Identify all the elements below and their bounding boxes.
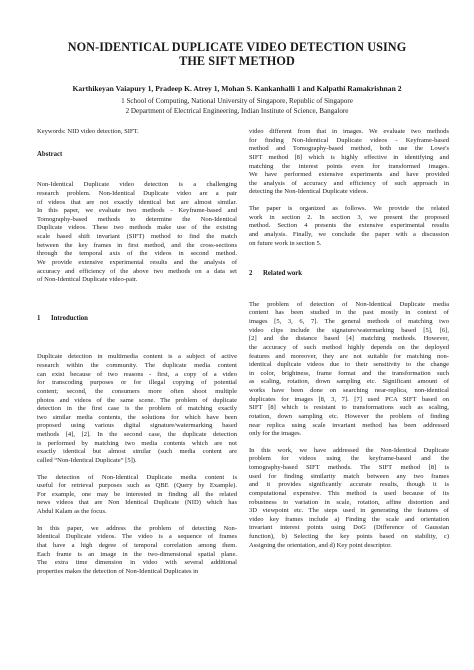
intro-paragraph-3 [37,525,237,577]
text-line: Abdul Kalam as the focus. [37,508,107,515]
text-line: problem for videos using the keyframe-based and the [249,455,449,463]
text-line: detection in the first case is the problem of matching exactly [37,405,237,413]
text-line: robustness to variation in scale, rotation, affine distortion and [249,498,449,506]
text-line: Non-Identical Duplicate video detection is a challenging [37,181,237,189]
section-number: 2 [249,270,253,278]
text-line: SIFT [8] which is resistant to transformations such as scaling, [249,404,449,412]
text-line: video key frames include a) Finding the scale and orientation [249,515,449,523]
text-line: images [5, 3, 6, 7]. The general methods of matching two [249,318,449,325]
section-heading-introduction [37,315,237,324]
title-line: NON-IDENTICAL DUPLICATE VIDEO DETECTION USING [67,40,407,54]
text-line: In this paper, we address the problem of detecting Non- [37,524,237,532]
text-line: scale based shift invariant (SIFT) method to find the match [37,233,237,240]
text-line: Tomography-based methods to determine the Non-Identical [37,215,237,223]
text-line: in color, brightness, frame format and the transformation such [249,369,449,377]
text-line: video clips include the signature/watermarking based [5], [6], [249,326,449,334]
text-line: news videos that are Non Identical Duplicate (NID) which has [37,499,237,507]
text-line: work in section 2. In section 3, we present the proposed [249,213,449,221]
text-line: of videos that are not exactly identical but are almost similar. [37,198,237,206]
text-line: that have a high degree of temporal correlation among them. [37,541,237,549]
text-line: We provide extensive experimental results and the analysis of [37,258,237,266]
section-heading-related-work [249,270,449,279]
text-line: the analysis of accuracy and efficiency of such approach in [249,179,449,187]
text-line: identical duplicate videos due to their sensitivity to the change [249,361,449,369]
text-line: methods [4], [2]. In the second case, the duplicate detection [37,431,237,438]
text-line: content has been studied in the past mostly in context of [249,309,449,317]
abstract-heading: Abstract [37,150,63,158]
text-line: through the temporal axis of the videos in second method. [37,250,237,258]
text-line: detecting the Non-Identical Duplicate videos. [249,188,369,196]
text-line: The detection of Non-Identical Duplicate media content is [37,473,237,481]
affiliation-2: 2 Department of Electrical Engineering, Indian Institute of Science, Bangalore [125,107,349,115]
text-line: two similar media contents, the solutions for which have been [37,413,237,421]
text-line: photos and videos of the same scene. The problem of duplicate [37,396,237,404]
intro-paragraph-2 [37,474,237,517]
text-line: proposed using various digital signature/watermarking based [37,422,237,430]
text-line: and analysis. Finally, we conclude the paper with a discussion [249,230,449,238]
text-line: research within the community. The duplicate media content [37,362,237,369]
section-title: Introduction [51,314,88,322]
text-line: Each frame is an image in the two-dimensional spatial plane. [37,550,237,558]
text-line: can exist because of two reasons - first, a copy of a video [37,370,237,378]
text-line: as scaling, rotation, down sampling etc. Significant amount of [249,378,449,386]
text-line: accuracy and efficiency of the above two methods on a data set [37,267,237,275]
keywords: Keywords: NID video detection, SIFT. [37,128,139,135]
text-line: content; second, the consumers more often shoot multiple [37,387,237,395]
text-line: SIFT method [8] which is highly effective in identifying and [249,153,449,161]
text-line: is performed by matching two media contents which are not [37,439,237,447]
text-line: function), b) Selecting the key points based on stability, c) [249,533,449,540]
left-column [37,128,237,576]
text-line: Duplicate detection in multimedia content is a subject of active [37,353,237,361]
text-line: used for finding similarity match between any two frames [249,472,449,480]
text-line: useful for retrieval purposes such as QBE (Query by Example). [37,482,237,490]
text-line: on future work in section 5. [249,239,322,247]
intro-paragraph-1 [37,353,237,465]
text-line: for finding Non-Identical Duplicate videos - Keyframe-based [249,136,449,144]
text-line: method and Tomography-based method, both use the Lowe's [249,145,449,153]
text-line: Duplicate videos. These two methods make use of the existing [37,224,237,232]
text-line: for transcoding purposes or for illegal copying of potential [37,379,237,387]
text-line: The problem of detection of Non-Identical Duplicate media [249,300,449,308]
text-line: only for the images. [249,430,302,438]
text-line: works have been done on searching near-replica, non-identical [249,387,449,394]
text-line: invariant interest points using DoG (Difference of Gaussian [249,524,449,532]
text-line: [2] and the distance based [4] matching methods. However, [249,335,449,343]
right-column [249,128,449,550]
text-line: near replica using scale invariant method has been addressed [249,421,449,429]
text-line: properties makes the detection of Non-Identical Duplicates in [37,567,199,575]
organization-paragraph [249,205,449,248]
text-line: 3D viewpoint etc. The steps used in generating the features of [249,507,449,515]
text-line: Identical Duplicate videos. The video is a sequence of frames [37,533,237,541]
text-line: Assigning the orientation, and d) Key point descriptor. [249,541,392,549]
text-line: duplicates for images [8, 3, 7]. [7] used PCA SIFT based on [249,395,449,403]
text-line: We have performed extensive experiments and have provided [249,171,449,179]
text-line: research problem. Non-Identical Duplicate video are a pair [37,189,237,197]
text-line: video different from that in images. We evaluate two methods [249,128,449,135]
text-line: features and moreover, they are not suitable for matching non- [249,352,449,360]
text-line: method. Section 4 presents the extensive experimental results [249,222,449,230]
text-line: For example, one may be interested in finding all the related [37,490,237,498]
text-line: In this work, we have addressed the Non-Identical Duplicate [249,446,449,454]
paper-title [20,41,454,68]
text-line: rotation, down sampling etc. However the problem of finding [249,412,449,420]
text-line: between the key frames in first method, and the cross-sections [37,241,237,249]
text-line: the accuracy of such method highly depends on the deployed [249,343,449,351]
text-line: tomography-based SIFT methods. The SIFT method [8] is [249,464,449,471]
author-list: Karthikeyan Vaiapury 1, Pradeep K. Atrey 1, Mohan S. Kankanhalli 1 and Kalpathi Ramakrishnan 2 [72,84,402,93]
text-line: and it provides significantly accurate results, though it is [249,481,449,489]
affiliation-1: 1 School of Computing, National University of Singapore, Republic of Singapore [121,97,353,105]
text-line: The paper is organized as follows. We provide the related [249,205,449,212]
abstract-paragraph [37,181,237,285]
related-work-paragraph-1 [249,301,449,439]
text-line: In this paper, we evaluate two methods - Keyframe-based and [37,207,237,215]
intro-paragraph-3-continued [249,128,449,197]
title-line: THE SIFT METHOD [179,53,295,68]
text-line: exactly identical but almost similar (such media content are [37,448,237,456]
related-work-paragraph-2 [249,447,449,551]
section-title: Related work [263,270,303,278]
text-line: of Non-Identical Duplicate video-pair. [37,276,138,284]
section-number: 1 [37,314,41,322]
text-line: called “Non-Identical Duplicate” [5]). [37,456,137,464]
text-line: The extra time dimension in video with several additional [37,559,237,567]
text-line: computational expensive. This method is used because of its [249,489,449,497]
text-line: matching the interest points even for transformed images. [249,162,449,170]
